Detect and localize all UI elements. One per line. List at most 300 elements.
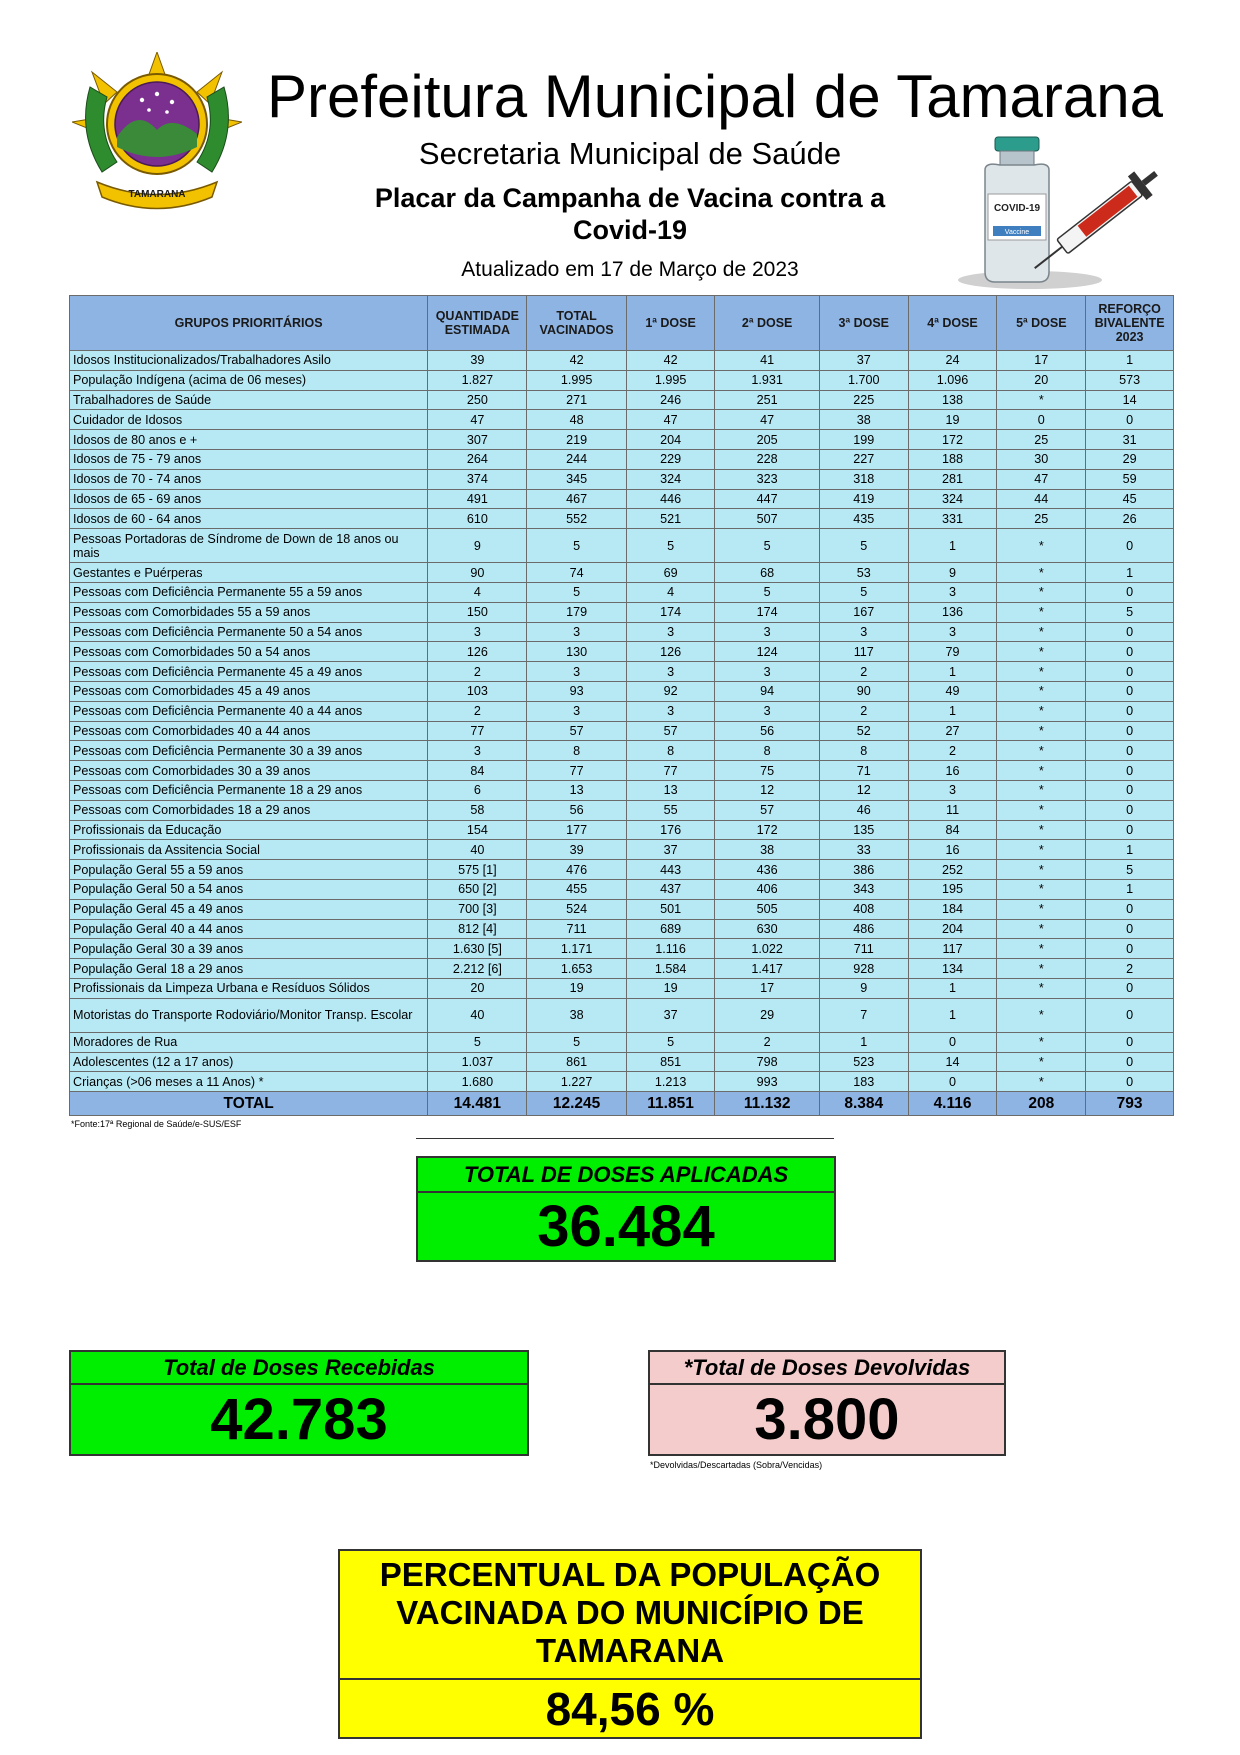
cell-grupo: População Geral 18 a 29 anos (70, 959, 428, 979)
cell-grupo: Pessoas com Deficiência Permanente 30 a 39 anos (70, 741, 428, 761)
cell-dose-1: 92 (626, 681, 715, 701)
total-label: TOTAL (70, 1092, 428, 1116)
cell-quantidade: 2 (428, 701, 527, 721)
cell-dose-4: 16 (908, 840, 997, 860)
campaign-title-line1: Placar da Campanha de Vacina contra a (374, 183, 886, 213)
cell-dose-1: 501 (626, 899, 715, 919)
cell-reforco: 0 (1086, 681, 1174, 701)
cell-vacinados: 57 (527, 721, 626, 741)
cell-reforco: 0 (1086, 899, 1174, 919)
updated-date: Atualizado em 17 de Março de 2023 (461, 258, 799, 281)
total-dose-3: 8.384 (819, 1092, 908, 1116)
cell-dose-2: 47 (715, 410, 819, 430)
cell-dose-3: 38 (819, 410, 908, 430)
cell-vacinados: 42 (527, 351, 626, 371)
cell-dose-1: 3 (626, 662, 715, 682)
cell-dose-2: 507 (715, 509, 819, 529)
vaccine-illustration (955, 132, 1170, 290)
cell-dose-2: 12 (715, 780, 819, 800)
cell-dose-1: 19 (626, 978, 715, 998)
cell-vacinados: 711 (527, 919, 626, 939)
svg-text:Vaccine: Vaccine (1004, 229, 1030, 236)
cell-vacinados: 552 (527, 509, 626, 529)
cell-dose-4: 27 (908, 721, 997, 741)
header-reforco-bivalente: REFORÇO BIVALENTE 2023 (1086, 296, 1174, 351)
cell-vacinados: 1.227 (527, 1072, 626, 1092)
cell-dose-3: 8 (819, 741, 908, 761)
cell-dose-1: 8 (626, 741, 715, 761)
cell-quantidade: 58 (428, 800, 527, 820)
divider (416, 1138, 834, 1139)
cell-grupo: Gestantes e Puérperas (70, 563, 428, 583)
campaign-title (330, 182, 930, 246)
cell-dose-3: 9 (819, 978, 908, 998)
cell-dose-3: 5 (819, 582, 908, 602)
cell-dose-4: 79 (908, 642, 997, 662)
cell-vacinados: 1.653 (527, 959, 626, 979)
table-row (70, 860, 1174, 880)
cell-grupo: População Geral 55 a 59 anos (70, 860, 428, 880)
cell-dose-2: 57 (715, 800, 819, 820)
cell-dose-4: 188 (908, 449, 997, 469)
cell-dose-3: 408 (819, 899, 908, 919)
table-row (70, 939, 1174, 959)
cell-dose-4: 84 (908, 820, 997, 840)
cell-dose-5: * (997, 602, 1086, 622)
cell-dose-2: 1.417 (715, 959, 819, 979)
cell-dose-5: * (997, 622, 1086, 642)
cell-vacinados: 39 (527, 840, 626, 860)
cell-quantidade: 4 (428, 582, 527, 602)
cell-dose-5: 25 (997, 430, 1086, 450)
cell-reforco: 5 (1086, 860, 1174, 880)
cell-quantidade: 650 [2] (428, 879, 527, 899)
cell-vacinados: 345 (527, 469, 626, 489)
cell-quantidade: 40 (428, 998, 527, 1032)
cell-dose-3: 227 (819, 449, 908, 469)
cell-vacinados: 476 (527, 860, 626, 880)
cell-reforco: 0 (1086, 1052, 1174, 1072)
cell-dose-5: * (997, 998, 1086, 1032)
cell-vacinados: 177 (527, 820, 626, 840)
table-row (70, 1032, 1174, 1052)
cell-dose-1: 47 (626, 410, 715, 430)
table-row (70, 390, 1174, 410)
cell-dose-3: 183 (819, 1072, 908, 1092)
table-row (70, 721, 1174, 741)
cell-quantidade: 103 (428, 681, 527, 701)
cell-grupo: Pessoas com Deficiência Permanente 18 a 29 anos (70, 780, 428, 800)
cell-dose-1: 521 (626, 509, 715, 529)
cell-reforco: 5 (1086, 602, 1174, 622)
header-dose-4: 4ª DOSE (908, 296, 997, 351)
cell-dose-2: 124 (715, 642, 819, 662)
cell-quantidade: 150 (428, 602, 527, 622)
cell-dose-5: * (997, 860, 1086, 880)
cell-quantidade: 575 [1] (428, 860, 527, 880)
cell-dose-1: 246 (626, 390, 715, 410)
cell-dose-2: 17 (715, 978, 819, 998)
cell-grupo: Cuidador de Idosos (70, 410, 428, 430)
vaccinated-percent-box (338, 1549, 922, 1739)
cell-dose-4: 3 (908, 582, 997, 602)
cell-dose-4: 9 (908, 563, 997, 583)
cell-grupo: Pessoas com Comorbidades 50 a 54 anos (70, 642, 428, 662)
cell-dose-5: * (997, 582, 1086, 602)
total-dose-2: 11.132 (715, 1092, 819, 1116)
cell-dose-5: * (997, 390, 1086, 410)
cell-dose-1: 1.213 (626, 1072, 715, 1092)
cell-dose-3: 486 (819, 919, 908, 939)
cell-dose-5: 44 (997, 489, 1086, 509)
cell-quantidade: 39 (428, 351, 527, 371)
cell-dose-2: 8 (715, 741, 819, 761)
cell-dose-4: 117 (908, 939, 997, 959)
cell-reforco: 0 (1086, 978, 1174, 998)
source-note: *Fonte:17ª Regional de Saúde/e-SUS/ESF (71, 1119, 242, 1129)
cell-vacinados: 5 (527, 529, 626, 563)
cell-grupo: Idosos de 65 - 69 anos (70, 489, 428, 509)
total-doses-received-box (69, 1350, 529, 1456)
cell-dose-5: * (997, 741, 1086, 761)
cell-vacinados: 524 (527, 899, 626, 919)
table-row (70, 430, 1174, 450)
cell-vacinados: 3 (527, 622, 626, 642)
cell-reforco: 1 (1086, 879, 1174, 899)
cell-dose-3: 343 (819, 879, 908, 899)
cell-dose-2: 798 (715, 1052, 819, 1072)
cell-dose-2: 3 (715, 662, 819, 682)
cell-dose-2: 174 (715, 602, 819, 622)
cell-reforco: 0 (1086, 1072, 1174, 1092)
cell-quantidade: 40 (428, 840, 527, 860)
cell-dose-4: 0 (908, 1032, 997, 1052)
cell-dose-1: 37 (626, 998, 715, 1032)
cell-quantidade: 5 (428, 1032, 527, 1052)
header-dose-1: 1ª DOSE (626, 296, 715, 351)
cell-dose-5: * (997, 701, 1086, 721)
table-row (70, 919, 1174, 939)
cell-dose-4: 1 (908, 978, 997, 998)
cell-reforco: 14 (1086, 390, 1174, 410)
cell-reforco: 0 (1086, 800, 1174, 820)
cell-quantidade: 126 (428, 642, 527, 662)
cell-dose-5: 25 (997, 509, 1086, 529)
cell-vacinados: 56 (527, 800, 626, 820)
cell-dose-5: * (997, 662, 1086, 682)
table-row (70, 978, 1174, 998)
cell-dose-4: 195 (908, 879, 997, 899)
cell-dose-3: 711 (819, 939, 908, 959)
table-row (70, 1052, 1174, 1072)
cell-dose-3: 37 (819, 351, 908, 371)
cell-dose-1: 437 (626, 879, 715, 899)
table-row (70, 563, 1174, 583)
cell-reforco: 0 (1086, 721, 1174, 741)
cell-reforco: 0 (1086, 410, 1174, 430)
returned-note: *Devolvidas/Descartadas (Sobra/Vencidas) (650, 1460, 823, 1470)
svg-text:TAMARANA: TAMARANA (128, 189, 186, 200)
cell-dose-4: 49 (908, 681, 997, 701)
table-row (70, 681, 1174, 701)
cell-grupo: População Geral 45 a 49 anos (70, 899, 428, 919)
cell-grupo: Adolescentes (12 a 17 anos) (70, 1052, 428, 1072)
cell-quantidade: 2 (428, 662, 527, 682)
cell-dose-1: 4 (626, 582, 715, 602)
table-row (70, 642, 1174, 662)
table-row (70, 622, 1174, 642)
table-row (70, 879, 1174, 899)
total-doses-applied-label: TOTAL DE DOSES APLICADAS (418, 1158, 834, 1193)
cell-vacinados: 1.171 (527, 939, 626, 959)
cell-dose-5: * (997, 879, 1086, 899)
cell-dose-3: 523 (819, 1052, 908, 1072)
cell-dose-3: 318 (819, 469, 908, 489)
cell-dose-5: * (997, 780, 1086, 800)
cell-grupo: Pessoas com Comorbidades 55 a 59 anos (70, 602, 428, 622)
cell-reforco: 29 (1086, 449, 1174, 469)
cell-dose-1: 3 (626, 701, 715, 721)
cell-dose-5: * (997, 721, 1086, 741)
cell-dose-5: * (997, 681, 1086, 701)
cell-dose-1: 57 (626, 721, 715, 741)
cell-quantidade: 3 (428, 741, 527, 761)
table-row (70, 899, 1174, 919)
cell-dose-4: 14 (908, 1052, 997, 1072)
cell-quantidade: 3 (428, 622, 527, 642)
cell-dose-2: 3 (715, 701, 819, 721)
cell-dose-2: 436 (715, 860, 819, 880)
cell-grupo: População Geral 50 a 54 anos (70, 879, 428, 899)
cell-quantidade: 812 [4] (428, 919, 527, 939)
cell-reforco: 0 (1086, 919, 1174, 939)
cell-quantidade: 77 (428, 721, 527, 741)
cell-dose-3: 225 (819, 390, 908, 410)
cell-dose-5: * (997, 529, 1086, 563)
table-row (70, 840, 1174, 860)
cell-dose-3: 928 (819, 959, 908, 979)
cell-quantidade: 1.680 (428, 1072, 527, 1092)
cell-dose-2: 3 (715, 622, 819, 642)
cell-vacinados: 1.995 (527, 370, 626, 390)
cell-dose-1: 37 (626, 840, 715, 860)
cell-quantidade: 1.037 (428, 1052, 527, 1072)
cell-reforco: 0 (1086, 820, 1174, 840)
cell-reforco: 31 (1086, 430, 1174, 450)
cell-dose-2: 406 (715, 879, 819, 899)
vaccination-table (69, 295, 1174, 1116)
table-row (70, 701, 1174, 721)
cell-grupo: Idosos de 80 anos e + (70, 430, 428, 450)
table-row (70, 1072, 1174, 1092)
cell-vacinados: 8 (527, 741, 626, 761)
table-row (70, 761, 1174, 781)
cell-vacinados: 93 (527, 681, 626, 701)
cell-dose-3: 52 (819, 721, 908, 741)
cell-dose-3: 386 (819, 860, 908, 880)
cell-dose-1: 77 (626, 761, 715, 781)
cell-grupo: Idosos de 70 - 74 anos (70, 469, 428, 489)
vaccine-vial-icon (985, 137, 1049, 282)
cell-dose-3: 2 (819, 701, 908, 721)
cell-dose-5: 30 (997, 449, 1086, 469)
table-row (70, 449, 1174, 469)
cell-dose-3: 3 (819, 622, 908, 642)
cell-dose-5: 0 (997, 410, 1086, 430)
cell-dose-5: * (997, 563, 1086, 583)
cell-dose-5: * (997, 959, 1086, 979)
cell-dose-3: 46 (819, 800, 908, 820)
header-dose-2: 2ª DOSE (715, 296, 819, 351)
cell-dose-2: 251 (715, 390, 819, 410)
cell-quantidade: 9 (428, 529, 527, 563)
cell-grupo: Pessoas com Comorbidades 30 a 39 anos (70, 761, 428, 781)
cell-grupo: Crianças (>06 meses a 11 Anos) * (70, 1072, 428, 1092)
total-doses-applied-box (416, 1156, 836, 1262)
cell-grupo: Trabalhadores de Saúde (70, 390, 428, 410)
cell-dose-5: * (997, 820, 1086, 840)
cell-vacinados: 455 (527, 879, 626, 899)
cell-dose-4: 3 (908, 622, 997, 642)
cell-dose-3: 1.700 (819, 370, 908, 390)
cell-grupo: Pessoas com Deficiência Permanente 45 a 49 anos (70, 662, 428, 682)
cell-dose-1: 1.584 (626, 959, 715, 979)
cell-vacinados: 130 (527, 642, 626, 662)
total-doses-returned-box (648, 1350, 1006, 1456)
table-row (70, 662, 1174, 682)
vaccinated-percent-label-line3: TAMARANA (535, 1632, 725, 1669)
cell-dose-3: 117 (819, 642, 908, 662)
cell-dose-4: 0 (908, 1072, 997, 1092)
cell-grupo: Profissionais da Educação (70, 820, 428, 840)
cell-dose-3: 12 (819, 780, 908, 800)
cell-dose-5: * (997, 1032, 1086, 1052)
table-row (70, 959, 1174, 979)
cell-reforco: 0 (1086, 741, 1174, 761)
cell-reforco: 0 (1086, 998, 1174, 1032)
vaccinated-percent-label-line1: PERCENTUAL DA POPULAÇÃO (379, 1556, 881, 1593)
table-row (70, 741, 1174, 761)
cell-quantidade: 1.827 (428, 370, 527, 390)
cell-dose-4: 3 (908, 780, 997, 800)
table-row (70, 780, 1174, 800)
cell-quantidade: 700 [3] (428, 899, 527, 919)
cell-dose-1: 69 (626, 563, 715, 583)
cell-grupo: Pessoas com Deficiência Permanente 55 a 59 anos (70, 582, 428, 602)
cell-dose-4: 204 (908, 919, 997, 939)
page-title: Prefeitura Municipal de Tamarana (266, 63, 1164, 130)
cell-dose-2: 75 (715, 761, 819, 781)
cell-grupo: População Geral 40 a 44 anos (70, 919, 428, 939)
cell-vacinados: 861 (527, 1052, 626, 1072)
cell-dose-5: * (997, 761, 1086, 781)
cell-dose-3: 33 (819, 840, 908, 860)
cell-dose-1: 5 (626, 1032, 715, 1052)
cell-dose-3: 90 (819, 681, 908, 701)
cell-dose-2: 2 (715, 1032, 819, 1052)
cell-grupo: População Geral 30 a 39 anos (70, 939, 428, 959)
cell-reforco: 26 (1086, 509, 1174, 529)
cell-quantidade: 610 (428, 509, 527, 529)
cell-reforco: 0 (1086, 1032, 1174, 1052)
cell-dose-2: 323 (715, 469, 819, 489)
campaign-title-line2: Covid-19 (572, 215, 688, 245)
total-dose-1: 11.851 (626, 1092, 715, 1116)
cell-dose-4: 1 (908, 701, 997, 721)
cell-dose-4: 252 (908, 860, 997, 880)
table-row (70, 370, 1174, 390)
cell-dose-1: 204 (626, 430, 715, 450)
municipal-coat-of-arms-logo (72, 52, 242, 217)
cell-reforco: 0 (1086, 761, 1174, 781)
cell-dose-3: 53 (819, 563, 908, 583)
cell-vacinados: 48 (527, 410, 626, 430)
cell-quantidade: 84 (428, 761, 527, 781)
cell-quantidade: 20 (428, 978, 527, 998)
page-subtitle: Secretaria Municipal de Saúde (418, 136, 842, 171)
cell-vacinados: 77 (527, 761, 626, 781)
total-quantidade: 14.481 (428, 1092, 527, 1116)
total-doses-received-value: 42.783 (210, 1387, 388, 1452)
cell-vacinados: 3 (527, 701, 626, 721)
cell-reforco: 0 (1086, 939, 1174, 959)
cell-dose-4: 331 (908, 509, 997, 529)
cell-dose-5: 17 (997, 351, 1086, 371)
cell-reforco: 2 (1086, 959, 1174, 979)
cell-grupo: Idosos Institucionalizados/Trabalhadores Asilo (70, 351, 428, 371)
cell-dose-4: 1 (908, 529, 997, 563)
cell-reforco: 0 (1086, 642, 1174, 662)
cell-dose-3: 135 (819, 820, 908, 840)
cell-reforco: 0 (1086, 701, 1174, 721)
cell-dose-2: 205 (715, 430, 819, 450)
cell-quantidade: 491 (428, 489, 527, 509)
cell-dose-2: 5 (715, 582, 819, 602)
table-row (70, 529, 1174, 563)
cell-reforco: 0 (1086, 662, 1174, 682)
cell-quantidade: 264 (428, 449, 527, 469)
cell-dose-2: 993 (715, 1072, 819, 1092)
cell-dose-1: 324 (626, 469, 715, 489)
header-quantidade-estimada: QUANTIDADE ESTIMADA (428, 296, 527, 351)
cell-vacinados: 219 (527, 430, 626, 450)
cell-dose-3: 7 (819, 998, 908, 1032)
cell-dose-4: 11 (908, 800, 997, 820)
cell-dose-1: 5 (626, 529, 715, 563)
cell-dose-4: 2 (908, 741, 997, 761)
cell-dose-1: 1.116 (626, 939, 715, 959)
cell-grupo: Profissionais da Limpeza Urbana e Resíduos Sólidos (70, 978, 428, 998)
cell-dose-1: 443 (626, 860, 715, 880)
cell-dose-5: 20 (997, 370, 1086, 390)
cell-dose-5: * (997, 939, 1086, 959)
table-row (70, 998, 1174, 1032)
cell-grupo: Idosos de 75 - 79 anos (70, 449, 428, 469)
cell-vacinados: 13 (527, 780, 626, 800)
total-doses-received-label: Total de Doses Recebidas (71, 1352, 527, 1385)
cell-reforco: 0 (1086, 529, 1174, 563)
cell-quantidade: 374 (428, 469, 527, 489)
table-row (70, 469, 1174, 489)
table-header-row (70, 296, 1174, 351)
cell-grupo: Pessoas com Deficiência Permanente 40 a 44 anos (70, 701, 428, 721)
cell-dose-2: 38 (715, 840, 819, 860)
cell-dose-3: 1 (819, 1032, 908, 1052)
cell-dose-1: 3 (626, 622, 715, 642)
table-total-row (70, 1092, 1174, 1116)
cell-dose-2: 630 (715, 919, 819, 939)
header-dose-3: 3ª DOSE (819, 296, 908, 351)
